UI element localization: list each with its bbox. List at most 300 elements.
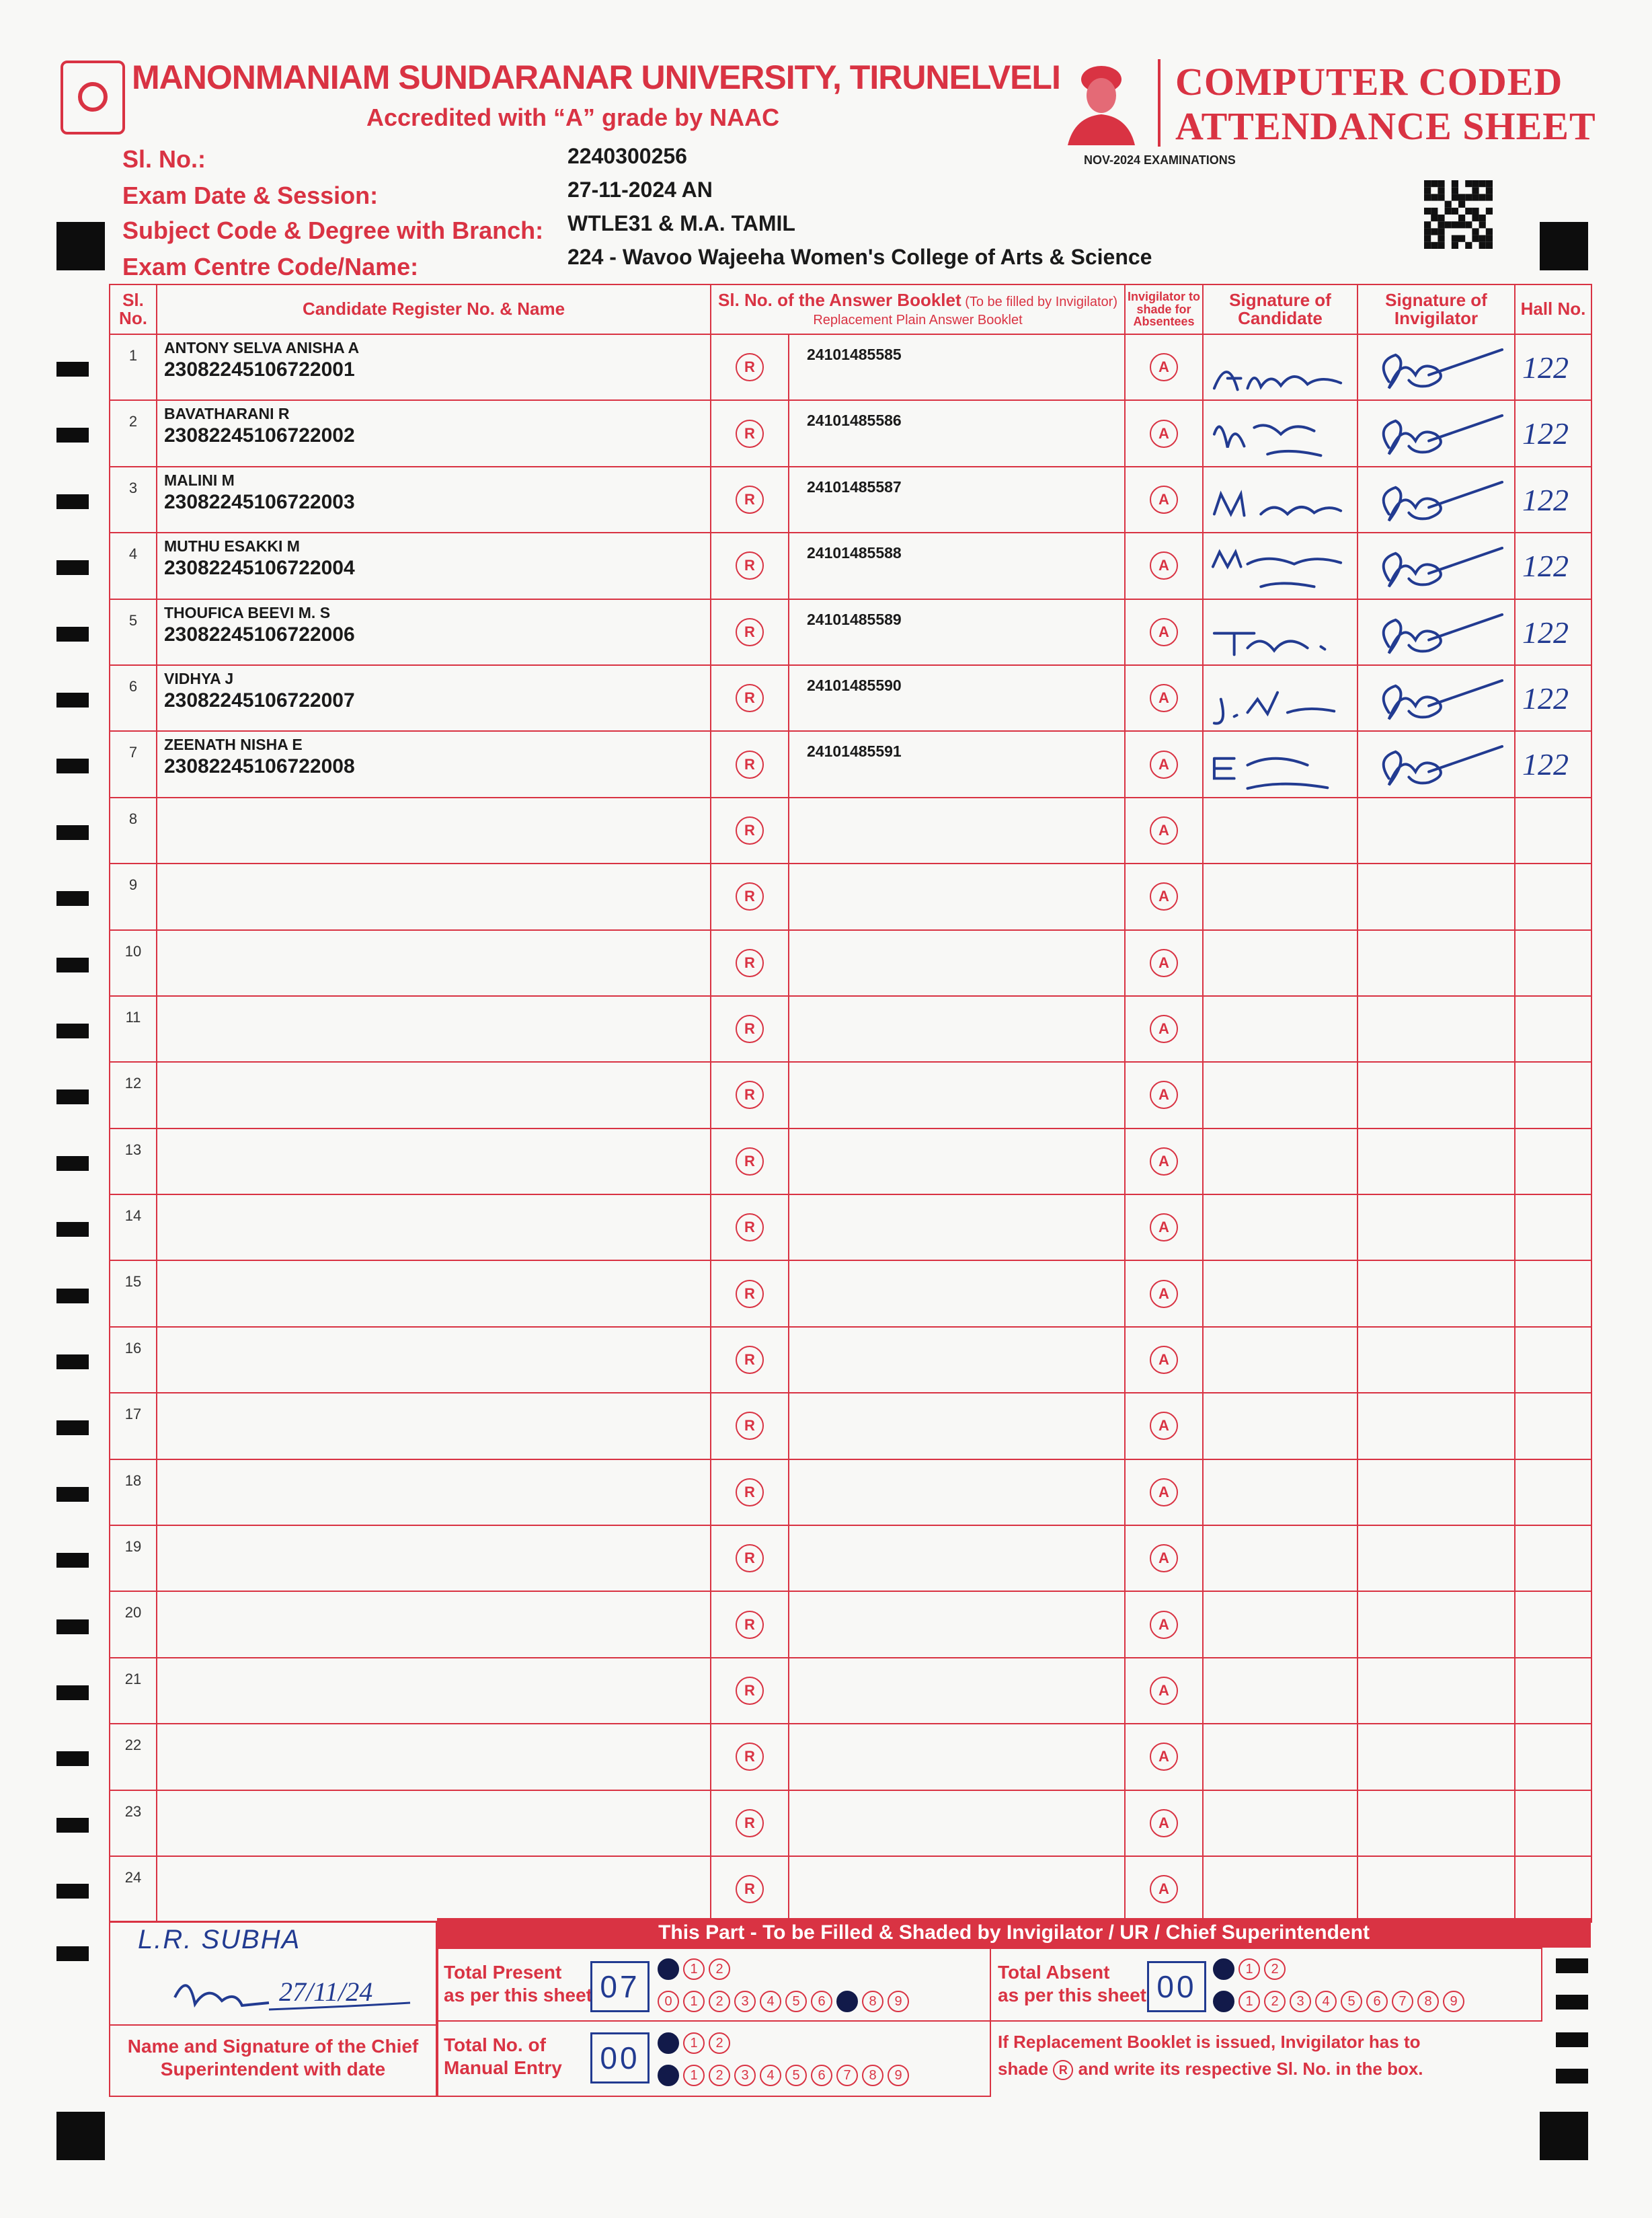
absentee-bubble[interactable]: A (1150, 1412, 1178, 1440)
replacement-bubble-cell (711, 731, 789, 797)
absentee-bubble[interactable]: A (1150, 1081, 1178, 1109)
digit-bubble[interactable]: 2 (709, 1991, 730, 2012)
replacement-bubble[interactable]: R (736, 1015, 764, 1043)
invigilator-signature-cell[interactable] (1358, 665, 1515, 731)
candidate-cell (157, 996, 711, 1062)
replacement-bubble[interactable]: R (736, 486, 764, 514)
absentee-bubble[interactable]: A (1150, 551, 1178, 580)
registration-mark (56, 1619, 89, 1634)
candidate-register-no: 23082245106722007 (164, 689, 355, 712)
digit-bubble[interactable]: 2 (709, 1958, 730, 1980)
booklet-cell (789, 1658, 1125, 1724)
registration-mark (56, 958, 89, 972)
registration-mark (1540, 2112, 1588, 2160)
digit-bubble[interactable] (658, 1958, 679, 1980)
replacement-bubble[interactable]: R (736, 684, 764, 712)
candidate-cell (157, 533, 711, 599)
table-row (110, 533, 1591, 599)
replacement-bubble[interactable]: R (736, 1412, 764, 1440)
absent-units-bubbles[interactable] (1213, 1991, 1464, 2012)
absentee-bubble-cell (1125, 334, 1203, 400)
header-hall: Hall No. (1515, 284, 1591, 334)
row-sl: 4 (110, 533, 157, 599)
candidate-signature-cell[interactable] (1203, 996, 1358, 1062)
registration-mark (56, 1222, 89, 1237)
replacement-bubble[interactable]: R (736, 1081, 764, 1109)
digit-bubble[interactable]: 4 (1315, 1991, 1337, 2012)
candidate-signature-cell[interactable] (1203, 1393, 1358, 1459)
hall-no: 122 (1522, 681, 1569, 716)
replacement-bubble[interactable]: R (736, 1213, 764, 1241)
digit-bubble[interactable]: 2 (709, 2032, 730, 2054)
candidate-signature-cell[interactable] (1203, 1525, 1358, 1591)
invigilator-signature (1362, 408, 1511, 467)
hall-no-cell[interactable] (1515, 334, 1591, 400)
digit-bubble[interactable]: 8 (1417, 1991, 1439, 2012)
digit-bubble[interactable]: 1 (683, 2065, 705, 2086)
row-sl: 7 (110, 731, 157, 797)
hall-no-cell[interactable] (1515, 1658, 1591, 1724)
booklet-cell (789, 996, 1125, 1062)
replacement-bubble[interactable]: R (736, 816, 764, 845)
replacement-bubble[interactable]: R (736, 420, 764, 448)
digit-bubble[interactable]: 6 (811, 1991, 832, 2012)
booklet-cell (789, 731, 1125, 797)
candidate-signature-cell[interactable] (1203, 798, 1358, 864)
hall-no-cell[interactable] (1515, 798, 1591, 864)
hall-no-cell[interactable] (1515, 930, 1591, 996)
replacement-bubble[interactable]: R (736, 1743, 764, 1771)
hall-no-cell[interactable] (1515, 1856, 1591, 1922)
hall-no-cell[interactable] (1515, 599, 1591, 665)
invigilator-signature-cell[interactable] (1358, 400, 1515, 466)
candidate-cell (157, 731, 711, 797)
replacement-bubble[interactable]: R (736, 751, 764, 779)
candidate-signature-cell[interactable] (1203, 1658, 1358, 1724)
invigilator-signature-cell[interactable] (1358, 798, 1515, 864)
table-row (110, 334, 1591, 400)
accreditation-line: Accredited with “A” grade by NAAC (366, 104, 780, 131)
replacement-bubble-cell (711, 467, 789, 533)
replacement-bubble-cell (711, 1327, 789, 1393)
replacement-note (998, 2028, 1428, 2083)
invigilator-signature-cell[interactable] (1358, 1856, 1515, 1922)
candidate-signature-cell[interactable] (1203, 533, 1358, 599)
digit-bubble[interactable]: 4 (760, 1991, 781, 2012)
replacement-bubble[interactable]: R (736, 1346, 764, 1374)
row-sl: 3 (110, 467, 157, 533)
candidate-cell (157, 1129, 711, 1194)
digit-bubble[interactable]: 5 (785, 1991, 807, 2012)
manual-entry-label: Total No. of Manual Entry (444, 2034, 562, 2078)
absentee-bubble-cell (1125, 1790, 1203, 1856)
booklet-cell (789, 1260, 1125, 1326)
candidate-signature-cell[interactable] (1203, 1260, 1358, 1326)
absentee-bubble[interactable]: A (1150, 1147, 1178, 1176)
replacement-bubble-cell (711, 1194, 789, 1260)
registration-mark (56, 1751, 89, 1766)
hall-no-cell[interactable] (1515, 1194, 1591, 1260)
invigilator-signature-cell[interactable] (1358, 731, 1515, 797)
hall-no-cell[interactable] (1515, 1327, 1591, 1393)
replacement-note-line2: and write its respective Sl. No. in the box. (1078, 2059, 1423, 2079)
invigilator-signature-cell[interactable] (1358, 1260, 1515, 1326)
digit-bubble[interactable]: 0 (658, 1991, 679, 2012)
replacement-bubble[interactable]: R (736, 1478, 764, 1506)
registration-mark (56, 825, 89, 840)
registration-mark (56, 428, 89, 443)
absentee-bubble-cell (1125, 864, 1203, 929)
invigilator-signature-cell[interactable] (1358, 1525, 1515, 1591)
digit-bubble[interactable]: 4 (760, 2065, 781, 2086)
hall-no-cell[interactable] (1515, 1724, 1591, 1790)
candidate-cell (157, 930, 711, 996)
table-row (110, 996, 1591, 1062)
registration-mark (56, 1156, 89, 1171)
registration-mark (56, 1685, 89, 1700)
hall-no-cell[interactable] (1515, 1790, 1591, 1856)
replacement-bubble[interactable]: R (736, 1677, 764, 1705)
invigilator-signature-cell[interactable] (1358, 1459, 1515, 1525)
candidate-signature-cell[interactable] (1203, 1459, 1358, 1525)
absentee-bubble[interactable]: A (1150, 486, 1178, 514)
candidate-cell (157, 1658, 711, 1724)
hall-no-cell[interactable] (1515, 1062, 1591, 1128)
candidate-name: VIDHYA J (164, 669, 234, 687)
manual-units-bubbles[interactable] (658, 2065, 909, 2086)
digit-bubble[interactable] (658, 2032, 679, 2054)
replacement-bubble[interactable]: R (736, 551, 764, 580)
invigilator-signature-cell[interactable] (1358, 467, 1515, 533)
candidate-signature-cell[interactable] (1203, 1194, 1358, 1260)
absentee-bubble[interactable]: A (1150, 1809, 1178, 1837)
invigilator-signature-cell[interactable] (1358, 1327, 1515, 1393)
booklet-number: 24101485591 (807, 742, 902, 761)
table-row (110, 1591, 1591, 1657)
candidate-signature-cell[interactable] (1203, 1129, 1358, 1194)
replacement-bubble-cell (711, 1129, 789, 1194)
replacement-bubble[interactable]: R (736, 1809, 764, 1837)
candidate-cell (157, 864, 711, 929)
hall-no-cell[interactable] (1515, 1591, 1591, 1657)
digit-bubble[interactable]: 5 (785, 2065, 807, 2086)
total-present-digits[interactable]: 07 (590, 1961, 650, 2012)
candidate-signature-cell[interactable] (1203, 930, 1358, 996)
replacement-bubble[interactable]: R (736, 1544, 764, 1572)
absentee-bubble[interactable]: A (1150, 751, 1178, 779)
candidate-cell (157, 665, 711, 731)
digit-bubble[interactable] (658, 2065, 679, 2086)
centre-label: Exam Centre Code/Name: (122, 253, 419, 280)
candidate-signature (1208, 408, 1354, 467)
registration-mark (56, 1024, 89, 1038)
absentee-bubble-cell (1125, 467, 1203, 533)
subject-label: Subject Code & Degree with Branch: (122, 217, 544, 244)
invigilator-signature-cell[interactable] (1358, 599, 1515, 665)
registration-mark (56, 222, 105, 270)
header-booklet-note: (To be filled by Invigilator) (961, 294, 1117, 309)
replacement-bubble-cell (711, 930, 789, 996)
candidate-name: MALINI M (164, 471, 235, 489)
chief-superintendent-signature (168, 1964, 417, 2024)
invigilator-signature-cell[interactable] (1358, 1393, 1515, 1459)
candidate-cell (157, 1260, 711, 1326)
absentee-bubble-cell (1125, 533, 1203, 599)
candidate-signature-cell[interactable] (1203, 1856, 1358, 1922)
digit-bubble[interactable]: 7 (1392, 1991, 1413, 2012)
row-sl: 17 (110, 1393, 157, 1459)
sheet-title-line2: ATTENDANCE SHEET (1175, 104, 1596, 148)
candidate-cell (157, 1459, 711, 1525)
absentee-bubble[interactable]: A (1150, 1875, 1178, 1903)
candidate-cell (157, 1856, 711, 1922)
hall-no-cell[interactable] (1515, 1393, 1591, 1459)
absentee-bubble-cell (1125, 599, 1203, 665)
row-sl: 6 (110, 665, 157, 731)
row-sl: 18 (110, 1459, 157, 1525)
absentee-bubble-cell (1125, 1658, 1203, 1724)
registration-mark (1556, 2069, 1588, 2083)
university-name: MANONMANIAM SUNDARANAR UNIVERSITY, TIRUNELVELI (132, 59, 1060, 96)
candidate-register-no: 23082245106722003 (164, 490, 355, 513)
absentee-bubble[interactable]: A (1150, 1346, 1178, 1374)
registration-mark (56, 627, 89, 642)
total-present-label: Total Present as per this sheet (444, 1962, 592, 2005)
invigilator-signature-cell[interactable] (1358, 1062, 1515, 1128)
replacement-bubble[interactable]: R (736, 1280, 764, 1308)
subject-value: WTLE31 & M.A. TAMIL (567, 211, 795, 235)
absentee-bubble-cell (1125, 1260, 1203, 1326)
hall-no-cell[interactable] (1515, 731, 1591, 797)
table-row (110, 665, 1591, 731)
digit-bubble[interactable]: 2 (709, 2065, 730, 2086)
invigilator-signature-cell[interactable] (1358, 996, 1515, 1062)
digit-bubble[interactable]: 2 (1264, 1958, 1286, 1980)
registration-mark (56, 1354, 89, 1369)
header-booklet (711, 284, 1125, 334)
invigilator-signature-cell[interactable] (1358, 1591, 1515, 1657)
hall-no-cell[interactable] (1515, 533, 1591, 599)
candidate-name: MUTHU ESAKKI M (164, 537, 300, 556)
replacement-bubble[interactable]: R (736, 1611, 764, 1639)
absentee-bubble[interactable]: A (1150, 949, 1178, 977)
replacement-bubble-cell (711, 1393, 789, 1459)
invigilator-signature-cell[interactable] (1358, 1658, 1515, 1724)
candidate-register-no: 23082245106722006 (164, 623, 355, 646)
absentee-bubble[interactable]: A (1150, 1544, 1178, 1572)
absentee-bubble[interactable]: A (1150, 816, 1178, 845)
absentee-bubble[interactable]: A (1150, 353, 1178, 381)
digit-bubble[interactable]: 3 (1290, 1991, 1311, 2012)
absent-tens-bubbles[interactable] (1213, 1958, 1286, 1980)
candidate-signature-cell[interactable] (1203, 1724, 1358, 1790)
digit-bubble[interactable]: 9 (888, 1991, 909, 2012)
present-tens-bubbles[interactable] (658, 1958, 730, 1980)
candidate-signature-cell[interactable] (1203, 467, 1358, 533)
digit-bubble[interactable]: 5 (1341, 1991, 1362, 2012)
booklet-cell (789, 1393, 1125, 1459)
digit-bubble[interactable]: 1 (683, 1991, 705, 2012)
digit-bubble[interactable] (1213, 1958, 1234, 1980)
table-row (110, 1194, 1591, 1260)
invigilator-signature (1362, 607, 1511, 666)
candidate-cell (157, 1724, 711, 1790)
absentee-bubble[interactable]: A (1150, 1677, 1178, 1705)
absentee-bubble[interactable]: A (1150, 1213, 1178, 1241)
total-absent-digits[interactable]: 00 (1147, 1961, 1206, 2012)
table-row (110, 467, 1591, 533)
hall-no-cell[interactable] (1515, 996, 1591, 1062)
candidate-signature-cell[interactable] (1203, 400, 1358, 466)
digit-bubble[interactable]: 2 (1264, 1991, 1286, 2012)
registration-mark (56, 693, 89, 708)
absentee-bubble[interactable]: A (1150, 1478, 1178, 1506)
registration-mark (56, 1089, 89, 1104)
absentee-bubble-cell (1125, 1459, 1203, 1525)
absentee-bubble-cell (1125, 1856, 1203, 1922)
absentee-bubble-cell (1125, 1393, 1203, 1459)
absentee-bubble-cell (1125, 1724, 1203, 1790)
registration-mark (1540, 222, 1588, 270)
candidate-signature (1208, 673, 1354, 732)
replacement-bubble[interactable]: R (736, 353, 764, 381)
registration-mark (56, 891, 89, 906)
hall-no: 122 (1522, 747, 1569, 782)
candidate-register-no: 23082245106722008 (164, 755, 355, 778)
invigilator-signature-cell[interactable] (1358, 864, 1515, 929)
digit-bubble[interactable]: 1 (1238, 1958, 1260, 1980)
booklet-cell (789, 665, 1125, 731)
candidate-register-no: 23082245106722004 (164, 557, 355, 580)
absentee-bubble-cell (1125, 400, 1203, 466)
invigilator-signature-cell[interactable] (1358, 1790, 1515, 1856)
candidate-signature (1208, 474, 1354, 534)
registration-mark (1556, 1958, 1588, 1973)
hall-no-cell[interactable] (1515, 400, 1591, 466)
booklet-cell (789, 1062, 1125, 1128)
digit-bubble[interactable]: 1 (1238, 1991, 1260, 2012)
replacement-bubble[interactable]: R (736, 882, 764, 911)
manual-tens-bubbles[interactable] (658, 2032, 730, 2054)
digit-bubble[interactable]: 7 (836, 2065, 858, 2086)
replacement-note-shade: shade (998, 2059, 1049, 2079)
booklet-number: 24101485590 (807, 676, 902, 694)
invigilator-signature-cell[interactable] (1358, 1194, 1515, 1260)
manual-entry-digits[interactable]: 00 (590, 2032, 650, 2083)
absentee-bubble[interactable]: A (1150, 1743, 1178, 1771)
digit-bubble[interactable]: 9 (888, 2065, 909, 2086)
invigilator-signature-cell[interactable] (1358, 334, 1515, 400)
absentee-bubble-cell (1125, 1129, 1203, 1194)
hall-no-cell[interactable] (1515, 467, 1591, 533)
row-sl: 11 (110, 996, 157, 1062)
absentee-bubble[interactable]: A (1150, 1280, 1178, 1308)
digit-bubble[interactable]: 3 (734, 1991, 756, 2012)
hall-no-cell[interactable] (1515, 1459, 1591, 1525)
digit-bubble[interactable] (1213, 1991, 1234, 2012)
replacement-bubble-cell (711, 864, 789, 929)
digit-bubble[interactable] (836, 1991, 858, 2012)
registration-mark (1556, 1995, 1588, 2010)
candidate-signature-cell[interactable] (1203, 864, 1358, 929)
replacement-bubble[interactable]: R (736, 949, 764, 977)
absentee-bubble[interactable]: A (1150, 1015, 1178, 1043)
chief-signature-date: 27/11/24 (279, 1977, 373, 2007)
digit-bubble[interactable]: 8 (862, 2065, 883, 2086)
absentee-bubble[interactable]: A (1150, 1611, 1178, 1639)
digit-bubble[interactable]: 6 (811, 2065, 832, 2086)
booklet-cell (789, 1724, 1125, 1790)
absentee-bubble[interactable]: A (1150, 882, 1178, 911)
candidate-cell (157, 1790, 711, 1856)
invigilator-signature (1362, 474, 1511, 534)
replacement-bubble[interactable]: R (736, 1147, 764, 1176)
candidate-signature-cell[interactable] (1203, 1062, 1358, 1128)
replacement-bubble[interactable]: R (736, 618, 764, 646)
row-sl: 21 (110, 1658, 157, 1724)
digit-bubble[interactable]: 8 (862, 1991, 883, 2012)
invigilator-signature-cell[interactable] (1358, 1129, 1515, 1194)
digit-bubble[interactable]: 1 (683, 2032, 705, 2054)
hall-no-cell[interactable] (1515, 864, 1591, 929)
digit-bubble[interactable]: 9 (1443, 1991, 1464, 2012)
present-units-bubbles[interactable] (658, 1991, 909, 2012)
candidate-signature-cell[interactable] (1203, 1327, 1358, 1393)
table-row (110, 400, 1591, 466)
table-row (110, 731, 1591, 797)
candidate-name: BAVATHARANI R (164, 405, 290, 423)
replacement-bubble-cell (711, 599, 789, 665)
absentee-bubble[interactable]: A (1150, 684, 1178, 712)
candidate-signature-cell[interactable] (1203, 1790, 1358, 1856)
digit-bubble[interactable]: 3 (734, 2065, 756, 2086)
hall-no-cell[interactable] (1515, 1525, 1591, 1591)
candidate-signature-cell[interactable] (1203, 599, 1358, 665)
invigilator-band-title: This Part - To be Filled & Shaded by Invigilator / UR / Chief Superintendent (437, 1918, 1591, 1948)
absentee-bubble[interactable]: A (1150, 618, 1178, 646)
exam-session-note: NOV-2024 EXAMINATIONS (1084, 153, 1236, 167)
candidate-signature-cell[interactable] (1203, 665, 1358, 731)
table-row (110, 1856, 1591, 1922)
table-row (110, 798, 1591, 864)
hall-no-cell[interactable] (1515, 665, 1591, 731)
candidate-signature-cell[interactable] (1203, 334, 1358, 400)
absentee-bubble-cell (1125, 1194, 1203, 1260)
registration-mark (56, 1884, 89, 1899)
absentee-bubble[interactable]: A (1150, 420, 1178, 448)
table-row (110, 1260, 1591, 1326)
replacement-bubble-cell (711, 1459, 789, 1525)
row-sl: 22 (110, 1724, 157, 1790)
replacement-bubble-cell (711, 1591, 789, 1657)
absentee-bubble-cell (1125, 798, 1203, 864)
replacement-bubble[interactable]: R (736, 1875, 764, 1903)
row-sl: 12 (110, 1062, 157, 1128)
header-sig-candidate: Signature of Candidate (1203, 284, 1358, 334)
registration-mark (56, 759, 89, 773)
hall-no-cell[interactable] (1515, 1129, 1591, 1194)
hall-no-cell[interactable] (1515, 1260, 1591, 1326)
university-logo (61, 61, 125, 135)
digit-bubble[interactable]: 1 (683, 1958, 705, 1980)
candidate-signature-cell[interactable] (1203, 731, 1358, 797)
digit-bubble[interactable]: 6 (1366, 1991, 1388, 2012)
candidate-name: ANTONY SELVA ANISHA A (164, 339, 360, 356)
candidate-signature-cell[interactable] (1203, 1591, 1358, 1657)
invigilator-signature-cell[interactable] (1358, 1724, 1515, 1790)
invigilator-signature-cell[interactable] (1358, 930, 1515, 996)
invigilator-signature-cell[interactable] (1358, 533, 1515, 599)
